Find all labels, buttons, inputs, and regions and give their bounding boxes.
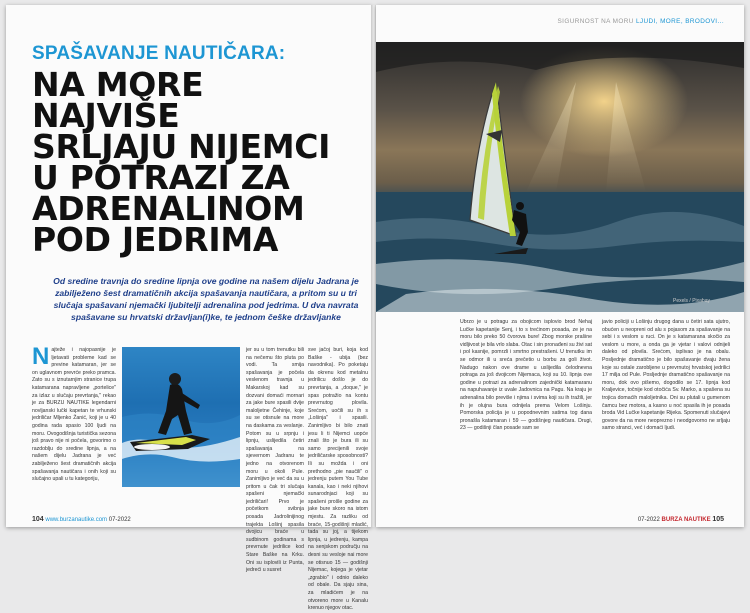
- site-url: www.burzanautike.com: [45, 517, 108, 523]
- headline-line: U POTRAZI ZA: [32, 158, 290, 197]
- body-text: ajteže i najopasnije je ljetavati probleme kad se previne katamaran, jer se on uglavnom prevrće preko pramca. Zato su s iznutarnjim stranice trupa katamarana napravljene „portelice" za izlaz u slučaju prevrtanja," rekao je za BURZU NAUTIKE legendarni novljanski lučki kapetan te vrhunski jedriličar Mljenko Žanić, koji je u 40 godina rada spasio 100 ljudi na moru. Ovogodišnja turistička sezona još pravo nije ni počela, govorimo o razdoblju do sredine lipnja, a na našem dijelu Jadrana je već zabilježeno šest dramatičnih akcija spašavanja nautičara i onih koji su slučajno upali u tu kategoriju,: [32, 347, 116, 483]
- article-kicker: SPAŠAVANJE NAUTIČARA:: [32, 43, 286, 64]
- drop-cap: N: [32, 343, 50, 370]
- section-label: [558, 18, 725, 25]
- body-column-2: jer su u tom trenutku bili na nečemu što pluta po vodi. Ta smija spašavanja je počela veslenom travnja u Makarskoj kad su dozvani domaći mornari za jake bure spasili dvije maloljetne Čehinje, koje su se otisnule na more na daskama za veslanje. Potom su u srpnju i lipnju, uslijedila četiri spašavanja na sjevernom Jadranu te jedno na otvorenom moru u okoli Pule. Zanimljivo je već da su u pritom u čak tri slučaja spašeni njemački jedriličari! Prvo je početkom svibnja posada Jadrolinijinog trajekta Lošinj spasila dvojicu braće u sudbinom godinama s prevrnute jedrilice kod Stare Baške na Krku. Oni su isplovili iz Punta, jedreći u susret: [246, 347, 304, 574]
- photo-credit: Pexels / Pixabay: [673, 298, 710, 304]
- headline-line: ADRENALINOM: [32, 189, 305, 228]
- windsurf-illustration: [376, 42, 744, 312]
- headline-line: POD JEDRIMA: [32, 220, 279, 259]
- headline-line: NA MORE NAJVIŠE: [32, 65, 204, 135]
- body-column-1: [32, 343, 116, 505]
- article-headline: [32, 65, 362, 259]
- issue-date: 07-2022: [108, 517, 131, 523]
- left-page: [6, 5, 372, 612]
- body-column-3: sve jačoj buri, koja kod Baške - ubija (bez navodnika). Po poketaju da okrenu kod metalnu jedrilicu došlo je do prevrtanja, a „doque," je spas potražio na kontu prevrnutog plovila. Srećom, uočili su ih s „Lošinja" i spasili. Zanimljivo bi bilo znati jesu li ti Nijemci uopće znali što je bura ili su samo precijenili svoje jedriličarske sposobnosti? Ili su možda i oni prethodno „pie naučili" o jedrenju putem You Tube kanala, kao i neki njihovi sunarodnjaci koji su spašeni prošle godine za jake bure skoro na istom mjestu. Za razliku od braće, 15-godišnji mladić, tada su joj, a tijekom lipnja, u jedrenju, kampa na senjskom području na desni su vesloje nai more se otisnuo 15 — godišnji Nijemac, kojega je vjetar „zgrabio" i odnio daleko od obale. Da sjaju sina, za mladićem je na otvoreno more u Kanalu krenuo njegov otac.: [308, 347, 368, 612]
- issue-date: 07-2022: [637, 517, 660, 523]
- article-lead: Od sredine travnja do sredine lipnja ove godine na našem dijelu Jadrana je zabilježeno šest dramatičnih akcija spašavanja nautičara, a pritom su u tri slučaja spašavani njemački ljubitelji adrenalina pod jedrima. U dva navrata spašavane su hrvatski državljan(i)ke, te jednom češke državljanke: [53, 276, 359, 322]
- right-page: [376, 5, 744, 527]
- section-name: SIGURNOST NA MORU: [557, 18, 634, 25]
- headline-line: SRLJAJU NIJEMCI: [32, 127, 331, 166]
- windsurf-photo: [376, 42, 744, 312]
- right-folio: [638, 516, 724, 523]
- body-column-4: Ubrzo je u potragu za obojicom isplovio brod Nehaj Lučke kapetanije Senj, i to s trećinom posada, ze je na moru bilo preko 50 čvorova bure! Zbog morske prašine vidljivost je bila vrlo slaba. Otac i sin pronađeni su živi sat i pol kasnije, pomrzli i smrtno prestrašeni. U trenutku im se odmor ili u sreća prečetio u borbu za goli život. Nadugo nakon ove drame u uslijedila ćelodnevna potraga za još dvojicom Nijemaca, koji su 10. lipnja ove godine u potrazi za adrenalinom zajednički katamaranu na napuhavanje iz uvale Jadovnica na Pagu. Na kraju je adrenalina bilo previše i njima i svima koji su ih tražili, jer ih je olujna bura odnijela prema Velom Lošinju. Pomorska policija je u popodnevnim satima tog dana pronašla katamaran i 59 — godišnjeg nautičara. Drugi, 23 — godišnji član posade sam se: [460, 319, 592, 432]
- left-folio: [32, 516, 131, 523]
- page-number: 104: [32, 516, 44, 523]
- jet-ski-photo: [122, 347, 240, 487]
- section-highlight: LJUDI, MORE, BRODOVI...: [635, 18, 724, 25]
- page-number: 105: [712, 516, 724, 523]
- magazine-brand: BURZA NAUTIKE: [661, 517, 711, 523]
- body-column-5: javio policiji u Lošinju drugog dana u četiri sata ujutro, obućen u neopreni od alu s pojasom za spašavanje na sebi i s veslom u ruci. On je s katamarana skočio za veslom u more, a onda ga je vjetar i valovi odnijeli daleko od plovila. Srećom, isplivao je na obalu. Posljednje dramatično je bilo spašavanje dvaju žena koje su ostale zarobljene u prevrnutoj hrvatskoj jedrilici 17 milja od Pule. Posljednje dramatično spašavanje na moru, dok ovo pišemo, dogodilo se 17. lipnja kod Kraljevice, točnije kod otočića Sv. Marko, a spašena su trojica domaćih maloljetnika. Oni su plutali u gumenom čamcu bez motora, a kasno u noć spasila ih je posada broda Vid Lučke kapetanije Rijeka. Spomenuti slučajevi govore da na more neoprezno i neodgovorno ne srljaju samo stranci, već i domaći ljudi.: [602, 319, 730, 432]
- jet-ski-illustration: [122, 347, 240, 487]
